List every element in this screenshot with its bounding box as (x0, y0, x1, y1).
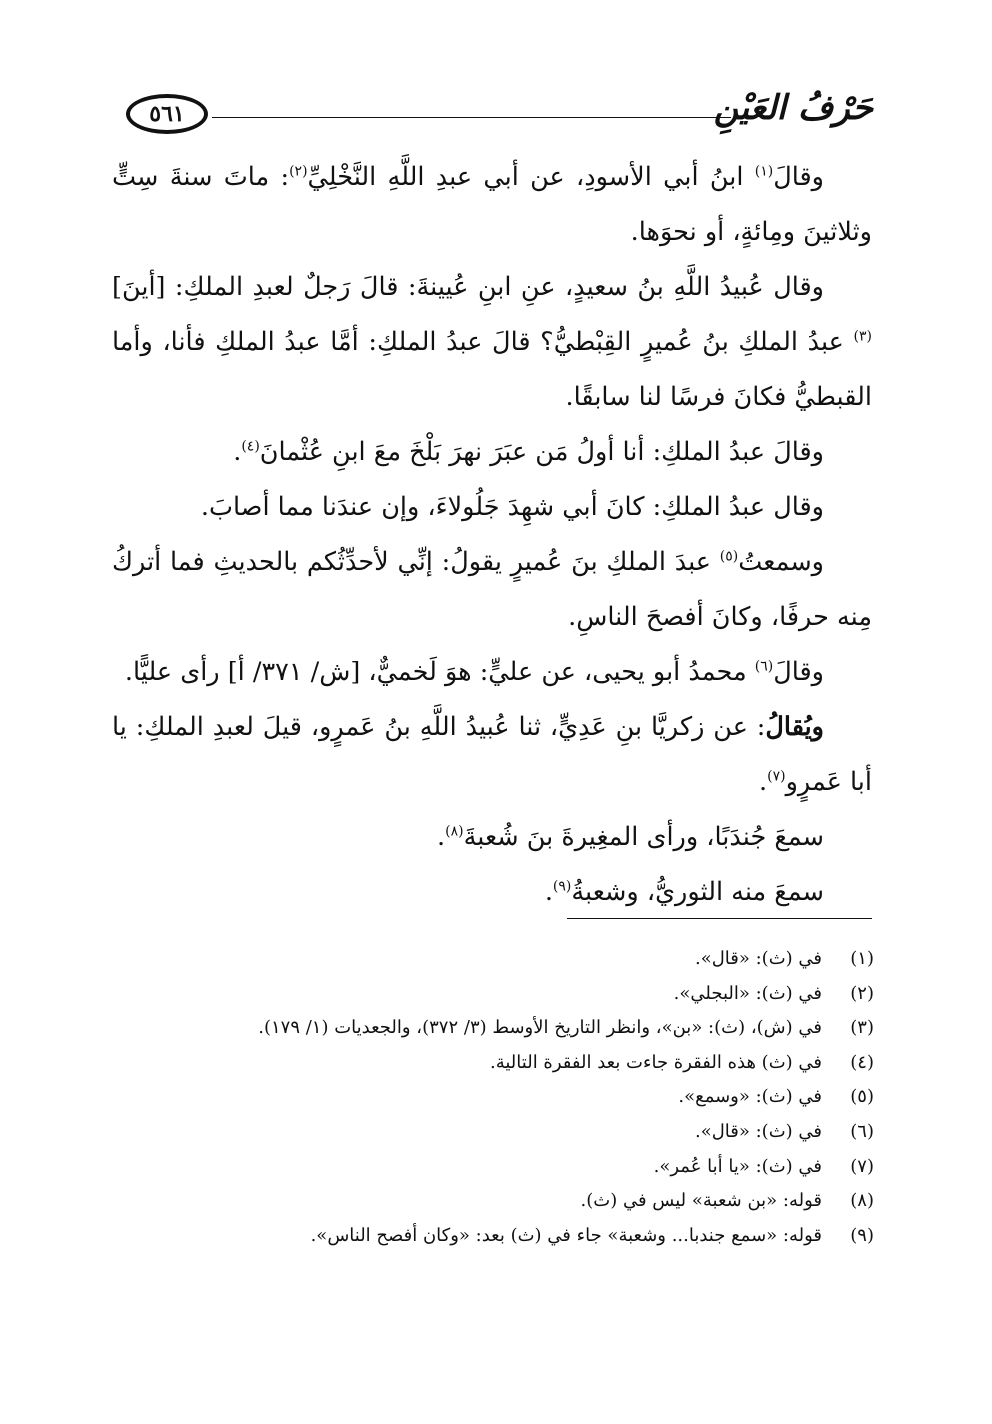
page-header (118, 86, 873, 150)
footnote-ref: (٩) (552, 878, 572, 895)
footnote-text: قوله: «بن شعبة» ليس في (ث). (580, 1190, 822, 1212)
footnote-9 (130, 1219, 874, 1254)
paragraph-1 (112, 150, 872, 260)
footnote-text: في (ث): «قال». (694, 948, 822, 969)
text-run: ابنُ أبي الأسودِ، عن أبي عبدِ اللَّهِ النَّخْلِيِّ (307, 162, 755, 192)
footnote-text: في (ث): «يا أبا عُمر». (653, 1155, 822, 1177)
footnote-7 (130, 1150, 874, 1185)
footnote-text: في (ث): «وسمع». (678, 1086, 822, 1108)
footnote-ref: (١) (754, 163, 774, 180)
text-run: . (759, 767, 768, 797)
paragraph-4 (112, 480, 872, 535)
footnote-1 (130, 942, 874, 977)
text-run: وقالَ (773, 162, 824, 192)
footnote-5 (130, 1080, 874, 1115)
footnotes (130, 942, 874, 1253)
text-run: وسمعتُ (738, 547, 824, 577)
footnote-number: (٩) (850, 1224, 874, 1246)
footnote-number: (٦) (850, 1120, 874, 1142)
footnote-2 (130, 977, 874, 1012)
footnote-text: في (ث): «البجلي». (673, 982, 822, 1004)
header-rule (212, 117, 731, 118)
paragraph-5 (112, 535, 872, 645)
footnote-number: (٥) (850, 1086, 874, 1108)
indented-line-1 (112, 810, 872, 865)
footnote-text: في (ث) هذه الفقرة جاءت بعد الفقرة التالية. (490, 1051, 822, 1073)
footnote-number: (٤) (850, 1051, 874, 1073)
footnote-ref: (٧) (767, 768, 786, 785)
footnote-ref: (٢) (289, 163, 308, 180)
footnote-number: (٣) (850, 1017, 874, 1039)
main-text (112, 150, 872, 920)
text-run: سمعَ جُندَبًا، ورأى المغِيرةَ بنَ شُعبةَ (463, 822, 824, 852)
text-run: وقالَ (773, 657, 824, 687)
text-run: عبدَ الملكِ بنَ عُميرٍ يقولُ: إنِّي لأحدِّثُكم بالحديثِ فما أتركُ مِنه حرفًا، وكانَ أفصحَ الناسِ. (112, 547, 872, 632)
footnote-ref: (٣) (853, 328, 872, 345)
bold-lead-word: ويُقالُ (765, 712, 824, 742)
footnote-ref: (٨) (445, 823, 464, 840)
footnote-number: (٧) (850, 1155, 874, 1177)
text-run: . (544, 877, 553, 907)
paragraph-6 (112, 645, 872, 700)
footnote-text: في (ث): «قال». (694, 1120, 822, 1142)
footnote-8 (130, 1184, 874, 1219)
page-number: ٥٦١ (149, 101, 185, 127)
footnote-ref: (٤) (241, 438, 260, 455)
paragraph-3 (112, 425, 872, 480)
footnote-number: (١) (850, 948, 874, 969)
footnote-text: في (ش)، (ث): «بن»، وانظر التاريخ الأوسط (٣/ ٣٧٢)، والجعديات (١/ ١٧٩). (258, 1017, 822, 1039)
paragraph-7 (112, 700, 872, 810)
text-run: سمعَ منه الثوريُّ، وشعبةُ (571, 877, 824, 907)
footnote-ref: (٥) (719, 548, 739, 565)
paragraph-2 (112, 260, 872, 425)
text-run: . (437, 822, 446, 852)
page-number-badge (126, 94, 208, 134)
running-title: حَرْفُ العَيْنِ (713, 88, 873, 128)
footnote-separator (567, 918, 872, 919)
text-run: وقالَ عبدُ الملكِ: أنا أولُ مَن عبَرَ نهرَ بَلْخَ معَ ابنِ عُثْمانَ (259, 437, 824, 467)
footnote-number: (٨) (850, 1190, 874, 1212)
footnote-3 (130, 1011, 874, 1046)
text-run: وقال عبدُ الملكِ: كانَ أبي شهِدَ جَلُولاءَ، وإن عندَنا مما أصابَ. (200, 492, 824, 522)
text-run: : ماتَ سنةَ سِتٍّ وثلاثينَ ومِائةٍ، أو نحوَها. (112, 162, 872, 247)
indented-line-2 (112, 865, 872, 920)
text-run: وقال عُبيدُ اللَّهِ بنُ سعيدٍ، عنِ ابنِ عُيينةَ: قالَ رَجلٌ لعبدِ الملكِ: [أينَ] (112, 272, 824, 302)
text-run: محمدُ أبو يحيى، عن عليٍّ: هوَ لَخميٌّ، [ش/ ٣٧١/ أ] رأى عليًّا. (124, 657, 755, 687)
footnote-ref: (٦) (754, 658, 774, 675)
footnote-4 (130, 1046, 874, 1081)
text-run: . (233, 437, 242, 467)
footnote-6 (130, 1115, 874, 1150)
footnote-number: (٢) (850, 982, 874, 1004)
footnote-text: قوله: «سمع جندبا... وشعبة» جاء في (ث) بعد: «وكان أفصح الناس». (310, 1224, 822, 1246)
text-run: عبدُ الملكِ بنُ عُميرٍ القِبْطيُّ؟ قالَ عبدُ الملكِ: أمَّا عبدُ الملكِ فأنا، وأما القبطيُّ فكانَ فرسًا لنا سابقًا. (112, 327, 872, 412)
text-run: : عن زكريَّا بنِ عَدِيٍّ، ثنا عُبيدُ اللَّهِ بنُ عَمرٍو، قيلَ لعبدِ الملكِ: يا أبا عَمرٍو (112, 712, 872, 797)
